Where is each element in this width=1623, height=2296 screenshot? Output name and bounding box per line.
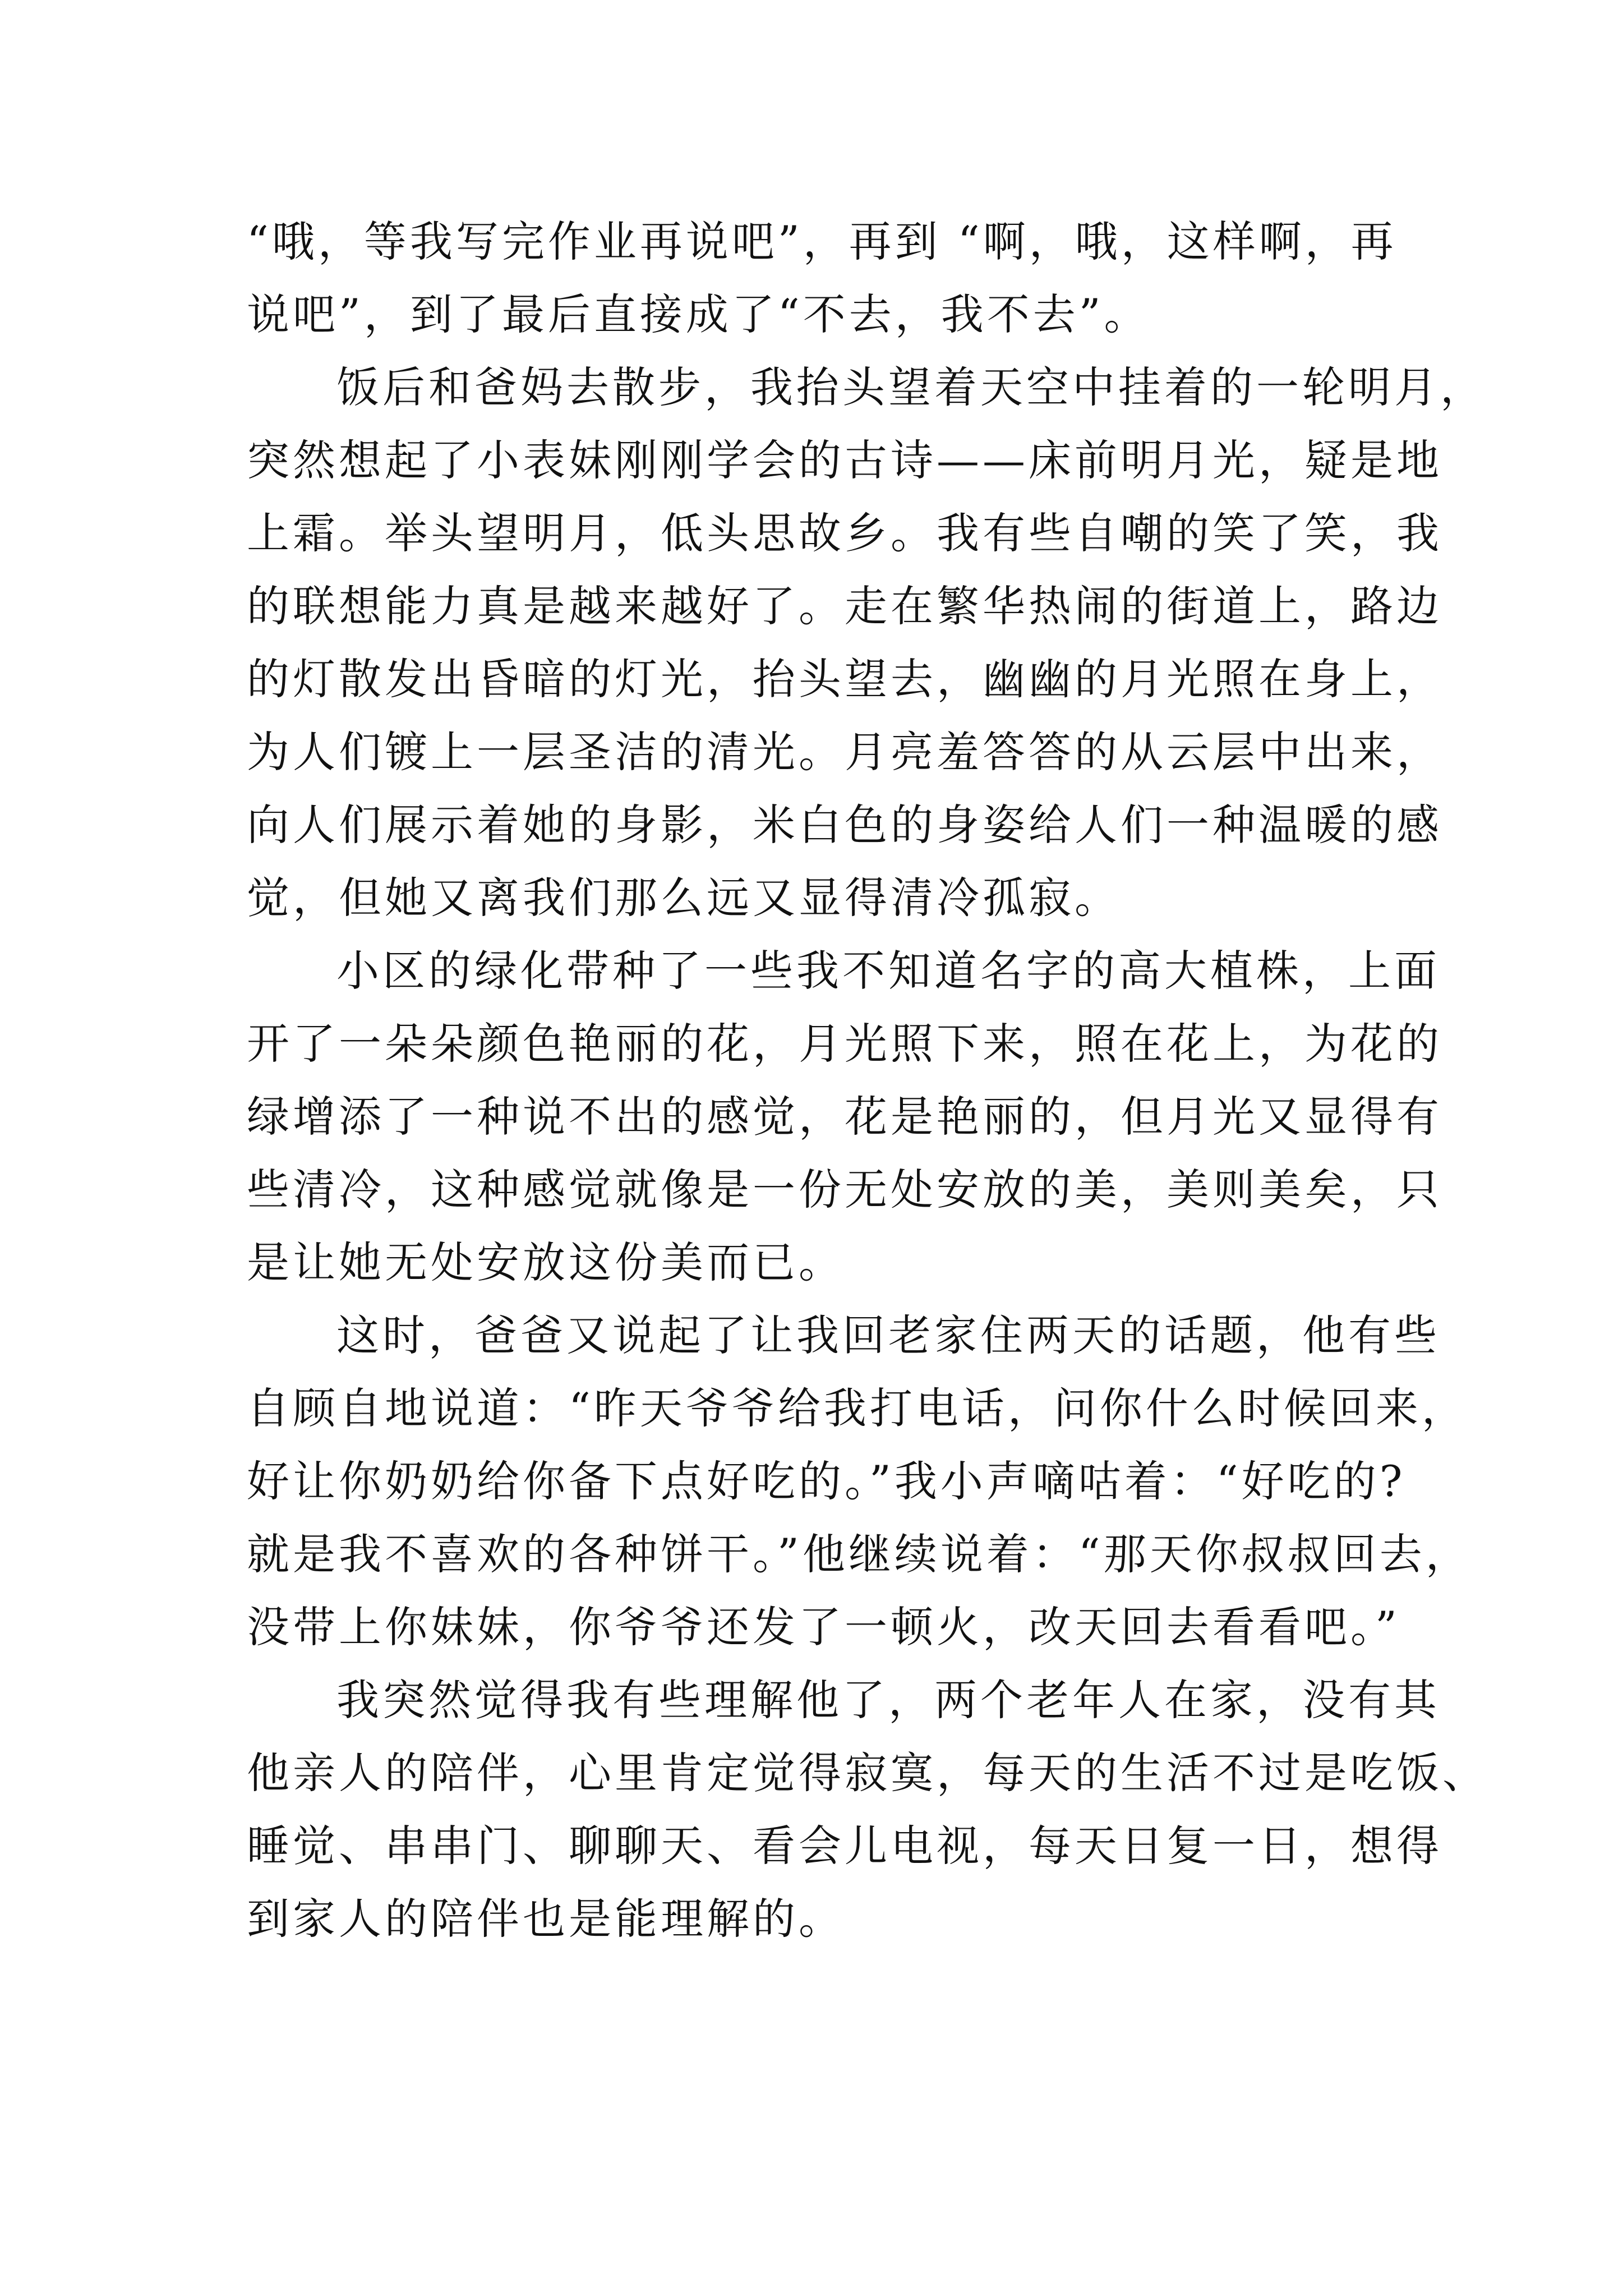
text-line: 好让你奶奶给你备下点好吃的。”我小声嘀咕着：“好吃的? <box>247 1456 1406 1506</box>
text-line: 为人们镀上一层圣洁的清光。月亮羞答答的从云层中出来， <box>247 727 1442 777</box>
text-line: 小区的绿化带种了一些我不知道名字的高大植株，上面 <box>336 946 1440 996</box>
text-line: 开了一朵朵颜色艳丽的花，月光照下来，照在花上，为花的 <box>247 1019 1442 1069</box>
text-line: 绿增添了一种说不出的感觉，花是艳丽的，但月光又显得有 <box>247 1092 1442 1142</box>
paragraph <box>247 1299 1472 1664</box>
paragraph <box>247 1664 1488 1955</box>
paragraph <box>247 351 1486 935</box>
text-line: 他亲人的陪伴，心里肯定觉得寂寞，每天的生活不过是吃饭、 <box>247 1748 1488 1798</box>
text-line: 饭后和爸妈去散步，我抬头望着天空中挂着的一轮明月， <box>336 362 1486 412</box>
text-line: 就是我不喜欢的各种饼干。”他继续说着：“那天你叔叔回去， <box>247 1529 1472 1579</box>
text-line: 向人们展示着她的身影，米白色的身姿给人们一种温暖的感 <box>247 800 1442 850</box>
text-line: 上霜。举头望明月，低头思故乡。我有些自嘲的笑了笑，我 <box>247 508 1442 558</box>
text-line: 突然想起了小表妹刚刚学会的古诗——床前明月光，疑是地 <box>247 435 1442 485</box>
paragraph <box>247 935 1442 1299</box>
text-line: 这时，爸爸又说起了让我回老家住两天的话题，他有些 <box>336 1310 1440 1360</box>
text-line: “哦，等我写完作业再说吧”，再到 “啊，哦，这样啊，再 <box>247 217 1397 266</box>
text-line: 我突然觉得我有些理解他了，两个老年人在家，没有其 <box>336 1675 1440 1725</box>
text-line: 说吧”，到了最后直接成了“不去，我不去”。 <box>247 289 1150 339</box>
text-line: 是让她无处安放这份美而已。 <box>247 1237 845 1287</box>
paragraph <box>247 205 1397 351</box>
text-line: 的灯散发出昏暗的灯光，抬头望去，幽幽的月光照在身上， <box>247 654 1442 704</box>
text-line: 些清冷，这种感觉就像是一份无处安放的美，美则美矣，只 <box>247 1165 1442 1214</box>
text-line: 到家人的陪伴也是能理解的。 <box>247 1894 845 1944</box>
text-line: 的联想能力真是越来越好了。走在繁华热闹的街道上，路边 <box>247 581 1442 631</box>
text-line: 睡觉、串串门、聊聊天、看会儿电视，每天日复一日，想得 <box>247 1821 1442 1871</box>
text-line: 自顾自地说道：“昨天爷爷给我打电话，问你什么时候回来， <box>247 1383 1468 1433</box>
body-text <box>247 205 1488 1955</box>
text-line: 觉，但她又离我们那么远又显得清冷孤寂。 <box>247 873 1121 923</box>
text-line: 没带上你妹妹，你爷爷还发了一顿火，改天回去看看吧。” <box>247 1602 1400 1652</box>
